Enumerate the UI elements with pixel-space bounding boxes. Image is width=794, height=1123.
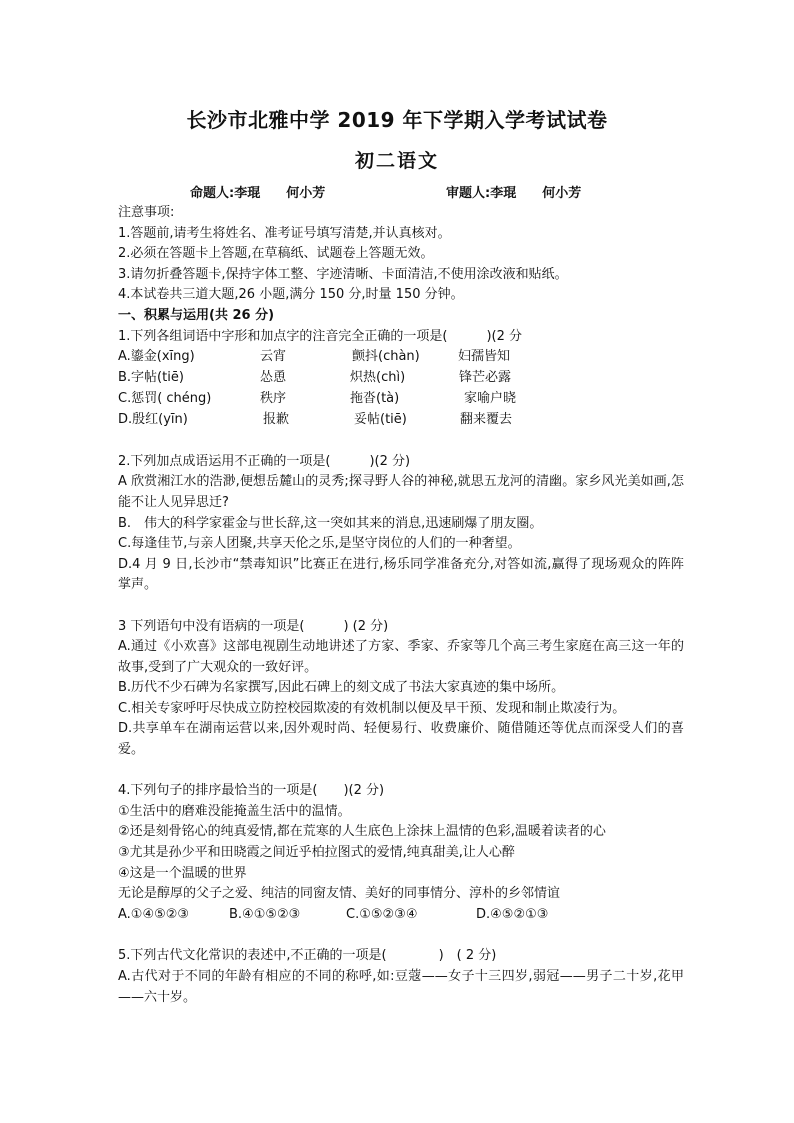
question-2-option: A 欣赏湘江水的浩渺,便想岳麓山的灵秀;探寻野人谷的神秘,就思五龙河的清幽。家乡风光美如画,怎能不让人见异思迁?	[118, 474, 684, 510]
option-cell: 家喻户晓	[464, 391, 517, 407]
question-3-option: B.历代不少石碑为名家撰写,因此石碑上的刻文成了书法大家真迹的集中场所。	[118, 680, 565, 696]
question-4-sentence: 无论是醇厚的父子之爱、纯洁的同窗友情、美好的同事情分、淳朴的乡邻情谊	[118, 886, 561, 902]
question-4-stem: 4.下列句子的排序最恰当的一项是( )(2 分)	[118, 783, 385, 799]
question-2-option: D.4 月 9 日,长沙市“禁毒知识”比赛正在进行,杨乐同学准备充分,对答如流,赢得了现场观众的阵阵掌声。	[118, 556, 684, 593]
option-cell: 怂恿	[260, 370, 287, 386]
question-4-choices	[118, 905, 684, 926]
option-cell: 妥帖(tiē)	[354, 412, 407, 428]
question-4-sentence: ③尤其是孙少平和田晓霞之间近乎柏拉图式的爱情,纯真甜美,让人心醉	[118, 845, 515, 861]
question-1-stem: 1.下列各组词语中字形和加点字的注音完全正确的一项是( )(2 分	[118, 328, 523, 344]
option-cell: B.字帖(tiē)	[118, 370, 184, 386]
question-5-stem: 5.下列古代文化常识的表述中,不正确的一项是( ) ( 2 分)	[118, 948, 497, 964]
question-3-option: A.通过《小欢喜》这部电视剧生动地讲述了方家、季家、乔家等几个高三考生家庭在高三这一年的故事,受到了广大观众的一致好评。	[118, 639, 684, 675]
note-item: 2.必须在答题卡上答题,在草稿纸、试题卷上答题无效。	[118, 246, 434, 262]
exam-content	[118, 203, 684, 1008]
question-4-sentence: ①生活中的磨难没能掩盖生活中的温情。	[118, 803, 351, 819]
choice: D.④⑤②①③	[476, 906, 549, 922]
notes-heading: 注意事项:	[118, 205, 175, 220]
question-3-stem: 3 下列语句中没有语病的一项是( ) (2 分)	[118, 618, 389, 634]
choice: C.①⑤②③④	[346, 906, 418, 922]
option-cell: 秩序	[260, 391, 287, 407]
section-heading: 一、积累与运用(共 26 分)	[118, 307, 275, 323]
option-cell: 拖沓(tà)	[350, 391, 400, 407]
question-2-option: C.每逢佳节,与亲人团聚,共享天伦之乐,是坚守岗位的人们的一种奢望。	[118, 536, 521, 552]
question-1-option-row	[118, 410, 684, 431]
question-2-option: B. 伟大的科学家霍金与世长辞,这一突如其来的消息,迅速刷爆了朋友圈。	[118, 515, 543, 531]
question-2-stem: 2.下列加点成语运用不正确的一项是( )(2 分)	[118, 453, 411, 469]
option-cell: 颤抖(chàn)	[352, 349, 420, 365]
exam-subject: 初二语文	[354, 150, 439, 172]
question-3-option: D.共享单车在湖南运营以来,因外观时尚、轻便易行、收费廉价、随借随还等优点而深受人们的喜爱。	[118, 721, 684, 758]
question-4-sentence: ④这是一个温暖的世界	[118, 865, 247, 881]
option-cell: 炽热(chì)	[350, 370, 406, 386]
question-1-option-row	[118, 347, 684, 368]
note-item: 3.请勿折叠答题卡,保持字体工整、字迹清晰、卡面清洁,不使用涂改液和贴纸。	[118, 266, 568, 282]
note-item: 1.答题前,请考生将姓名、准考证号填写清楚,并认真核对。	[118, 225, 451, 241]
exam-reviewer: 审题人:李琨 何小芳	[446, 186, 582, 201]
option-cell: 锋芒必露	[459, 370, 512, 386]
option-cell: C.惩罚( chéng)	[118, 391, 212, 407]
note-item: 4.本试卷共三道大题,26 小题,满分 150 分,时量 150 分钟。	[118, 287, 464, 303]
option-cell: D.殷红(yīn)	[118, 412, 188, 428]
choice: A.①④⑤②③	[118, 906, 190, 922]
option-cell: 云宵	[260, 349, 287, 365]
question-4-sentence: ②还是刻骨铭心的纯真爱情,都在荒寒的人生底色上涂抹上温情的色彩,温暖着读者的心	[118, 824, 606, 840]
question-5-option: A.古代对于不同的年龄有相应的不同的称呼,如:豆蔻——女子十三四岁,弱冠——男子二十岁,花甲——六十岁。	[118, 969, 684, 1005]
option-cell: 妇孺皆知	[458, 349, 511, 365]
question-1-option-row	[118, 368, 684, 389]
option-cell: 报歉	[263, 412, 290, 428]
exam-setter: 命题人:李琨 何小芳	[190, 186, 326, 201]
option-cell: 翻来覆去	[460, 412, 513, 428]
question-1-option-row	[118, 389, 684, 410]
exam-title: 长沙市北雅中学 2019 年下学期入学考试试卷	[186, 108, 608, 132]
question-3-option: C.相关专家呼吁尽快成立防控校园欺凌的有效机制以便及早干预、发现和制止欺凌行为。	[118, 700, 626, 716]
option-cell: A.鎏金(xīng)	[118, 349, 195, 365]
choice: B.④①⑤②③	[229, 906, 301, 922]
